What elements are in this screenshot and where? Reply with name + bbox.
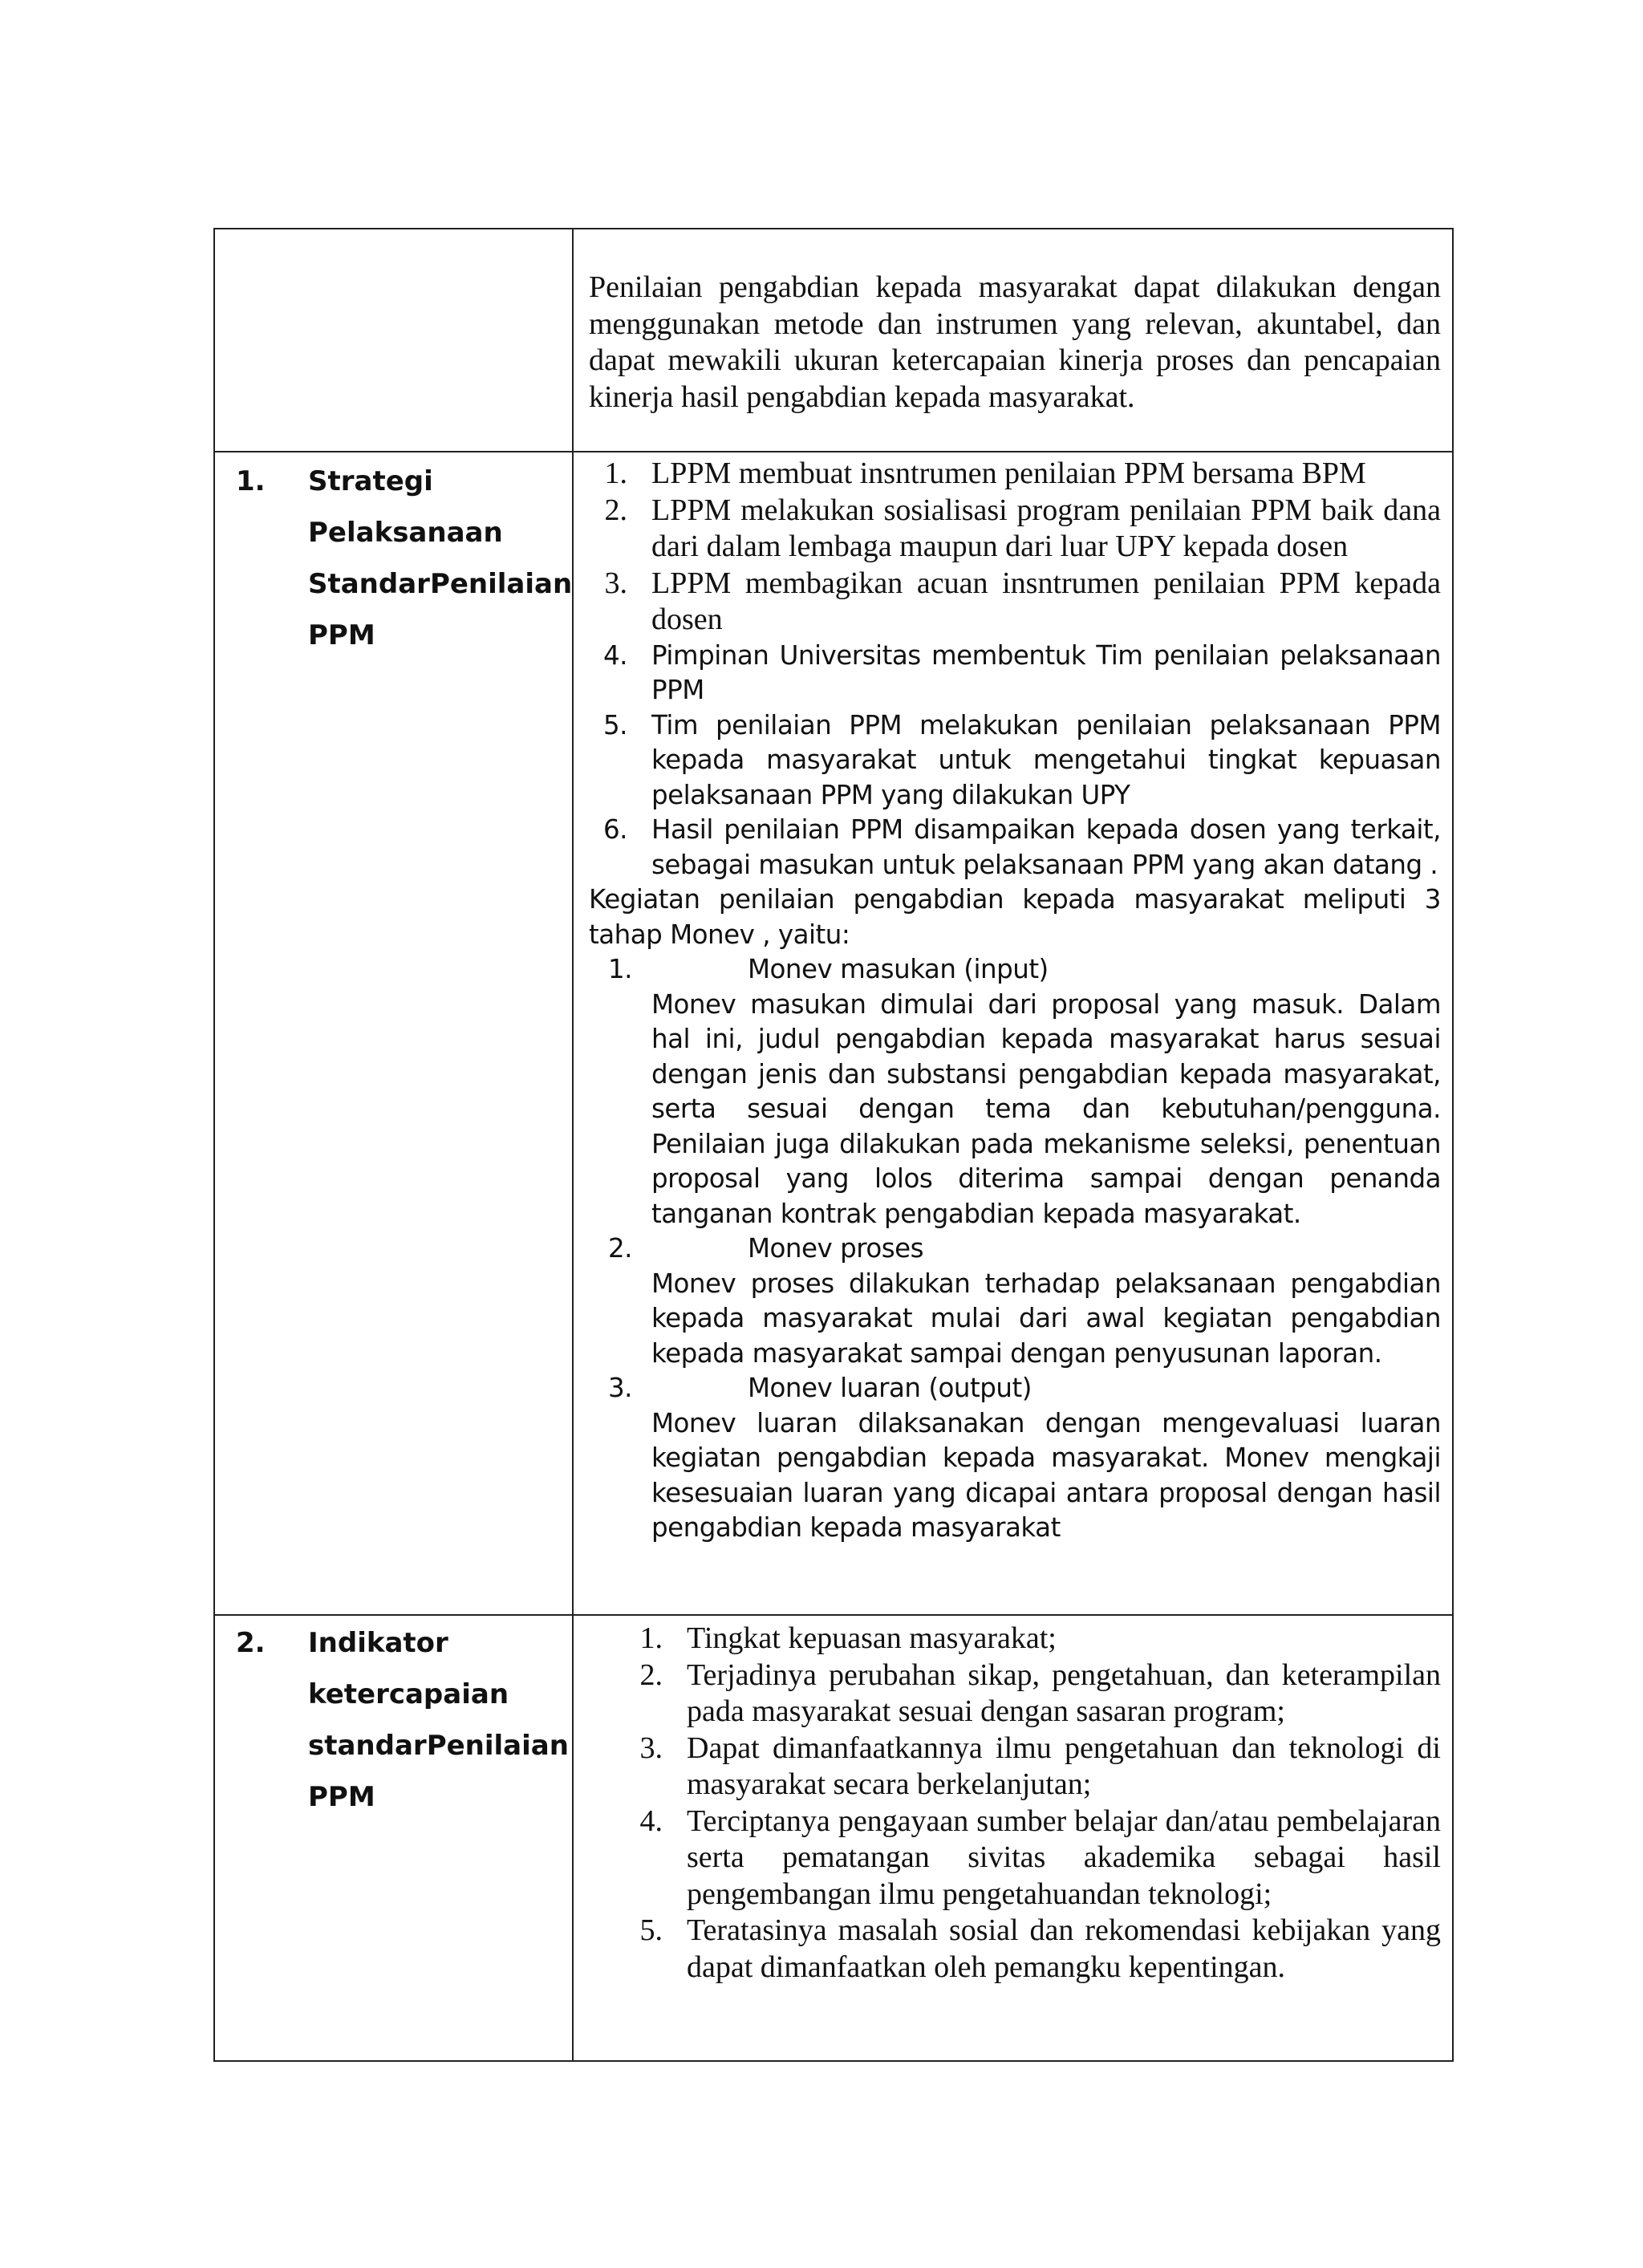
- strategy-list-sans: [589, 639, 1441, 1546]
- monev-title: Monev proses: [748, 1233, 924, 1264]
- list-item: 3. Dapat dimanfaatkannya ilmu pengetahuan dan teknologi di masyarakat secara berkelanjutan;: [639, 1730, 1441, 1801]
- row-divider: [215, 1614, 1452, 1616]
- row1-label-line: Standar Penilaian: [308, 568, 573, 600]
- list-item: 5. Tim penilaian PPM melakukan penilaian pelaksanaan PPM kepada masyarakat untuk mengetahui tingkat kepuasan pelaksanaan PPM yang dilakukan UPY: [602, 709, 1441, 810]
- criteria-table: [213, 228, 1454, 2062]
- monev-text: Monev proses dilakukan terhadap pelaksanaan pengabdian kepada masyarakat mulai dari awal kegiatan pengabdian kepada masyarakat sampai dengan penyusunan laporan.: [651, 1268, 1441, 1369]
- monev-text: Monev masukan dimulai dari proposal yang masuk. Dalam hal ini, judul pengabdian kepada masyarakat harus sesuai dengan jenis dan substansi pengabdian kepada masyarakat, serta sesuai dengan tema dan kebutuhan/pengguna. Penilaian juga dilakukan pada mekanisme seleksi, penentuan proposal yang lolos diterima sampai dengan penanda tanganan kontrak pengabdian kepada masyarakat.: [651, 988, 1441, 1229]
- row1-label-line: Pelaksanaan: [308, 517, 503, 549]
- monev-item: 1. Monev masukan (input) Monev masukan dimulai dari proposal yang masuk. Dalam hal ini, judul pengabdian kepada masyarakat harus sesuai dengan jenis dan substansi pengabdian kepada masyarakat, serta sesuai dengan tema dan kebutuhan/pengguna. Penilaian juga dilakukan pada mekanisme seleksi, penentuan proposal yang lolos diterima sampai dengan penanda tanganan kontrak pengabdian kepada masyarakat.: [589, 952, 1441, 1231]
- row2-number: 2.: [236, 1627, 266, 1659]
- kegiatan-paragraph: Kegiatan penilaian pengabdian kepada masyarakat meliputi 3 tahap Monev , yaitu:: [589, 884, 1441, 950]
- list-item: 2. Terjadinya perubahan sikap, pengetahuan, dan keterampilan pada masyarakat sesuai dengan sasaran program;: [639, 1657, 1441, 1728]
- list-item: 6. Hasil penilaian PPM disampaikan kepada dosen yang terkait, sebagai masukan untuk pelaksanaan PPM yang akan datang .: [602, 814, 1441, 880]
- monev-text: Monev luaran dilaksanakan dengan mengevaluasi luaran kegiatan pengabdian kepada masyarakat. Monev mengkaji kesesuaian luaran yang dicapai antara proposal dengan hasil pengabdian kepada masyarakat: [651, 1407, 1441, 1543]
- row2-label-line: Indikator: [308, 1627, 448, 1659]
- list-item: 1. Tingkat kepuasan masyarakat;: [639, 1621, 1057, 1655]
- monev-item: 2. Monev proses Monev proses dilakukan terhadap pelaksanaan pengabdian kepada masyarakat mulai dari awal kegiatan pengabdian kepada masyarakat sampai dengan penyusunan laporan.: [589, 1231, 1441, 1371]
- row2-label-line: ketercapaian: [308, 1678, 509, 1710]
- strategy-list: [589, 456, 1441, 639]
- row2-label-line: standar Penilaian: [308, 1730, 569, 1762]
- list-item: 4. Terciptanya pengayaan sumber belajar dan/atau pembelajaran serta pematangan sivitas akademika sebagai hasil pengembangan ilmu pengetahuandan teknologi;: [639, 1803, 1441, 1911]
- row1-label-line: PPM: [308, 619, 375, 651]
- column-divider: [572, 229, 574, 2060]
- list-item: 4. Pimpinan Universitas membentuk Tim penilaian pelaksanaan PPM: [602, 639, 1441, 705]
- monev-title: Monev luaran (output): [748, 1373, 1032, 1403]
- row1-number: 1.: [236, 465, 266, 497]
- list-item: 5. Teratasinya masalah sosial dan rekomendasi kebijakan yang dapat dimanfaatkan oleh pemangku kepentingan.: [639, 1913, 1441, 1984]
- row1-label-line: Strategi: [308, 465, 433, 497]
- row1-content: [589, 456, 1441, 1546]
- list-item: 3. LPPM membagikan acuan insntrumen penilaian PPM kepada dosen: [604, 566, 1441, 636]
- list-item: 1. LPPM membuat insntrumen penilaian PPM bersama BPM: [604, 456, 1366, 490]
- monev-item: 3. Monev luaran (output) Monev luaran dilaksanakan dengan mengevaluasi luaran kegiatan pengabdian kepada masyarakat. Monev mengkaji kesesuaian luaran yang dicapai antara proposal dengan hasil pengabdian kepada masyarakat: [589, 1371, 1441, 1546]
- indicator-list: [624, 1621, 1441, 1986]
- row-divider: [215, 451, 1452, 452]
- row2-label-line: PPM: [308, 1781, 375, 1813]
- intro-paragraph: Penilaian pengabdian kepada masyarakat dapat dilakukan dengan menggunakan metode dan instrumen yang relevan, akuntabel, dan dapat mewakili ukuran ketercapaian kinerja proses dan pencapaian kinerja hasil pengabdian kepada masyarakat.: [589, 270, 1441, 414]
- monev-title: Monev masukan (input): [748, 954, 1049, 984]
- list-item: 2. LPPM melakukan sosialisasi program penilaian PPM baik dana dari dalam lembaga maupun dari luar UPY kepada dosen: [604, 493, 1441, 563]
